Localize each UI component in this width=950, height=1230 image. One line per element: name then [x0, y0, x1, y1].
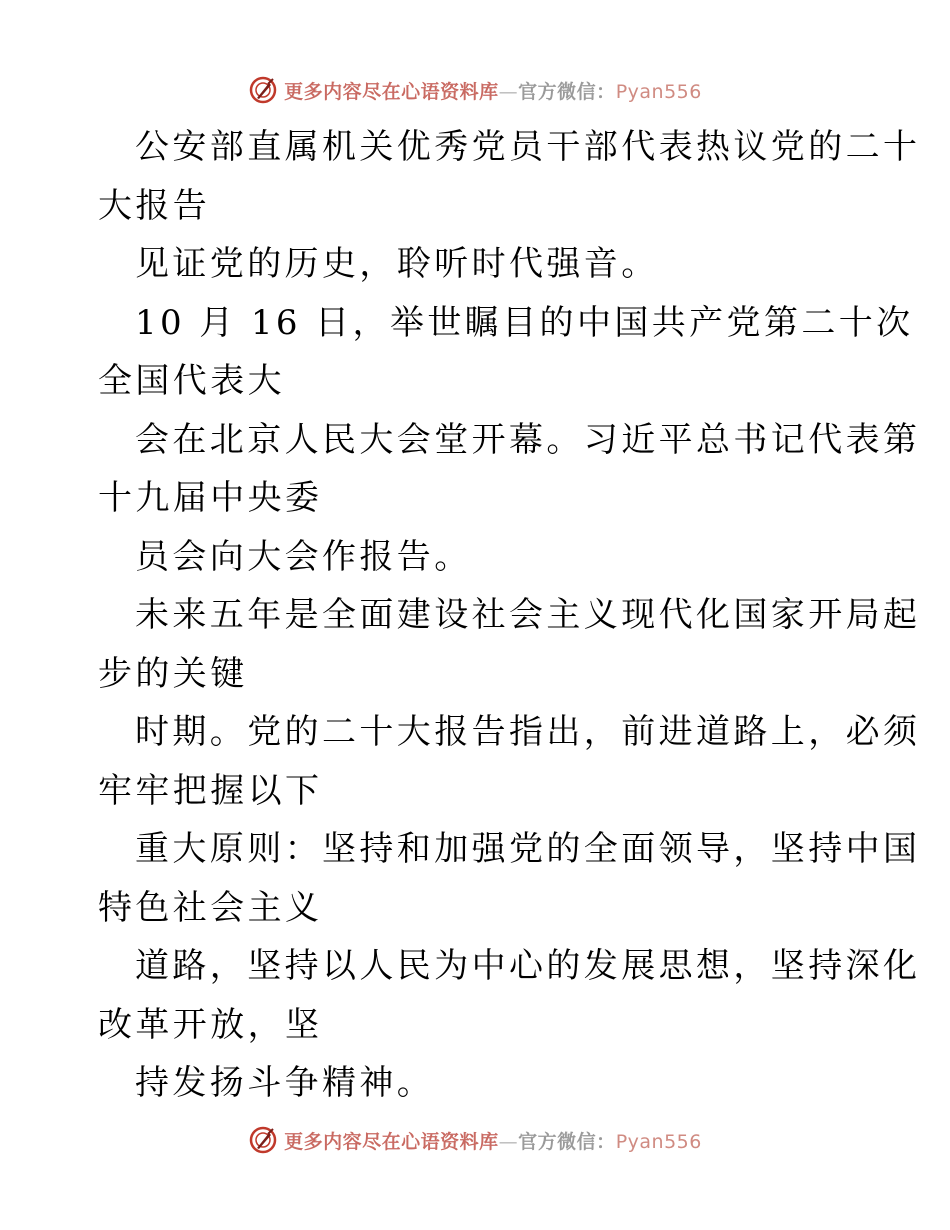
article-line: 员会向大会作报告。	[135, 536, 472, 577]
article-line: 改革开放，坚	[98, 1004, 323, 1045]
watermark-account: Pyan556	[615, 80, 702, 103]
article-line: 重大原则：坚持和加强党的全面领导，坚持中国	[135, 829, 921, 869]
article-line: 牢牢把握以下	[98, 770, 323, 811]
article-line: 时期。党的二十大报告指出，前进道路上，必须	[135, 712, 921, 752]
article-line: 十九届中央委	[98, 478, 323, 518]
watermark-account: Pyan556	[615, 1130, 702, 1153]
watermark-text	[284, 1127, 702, 1154]
watermark-text	[284, 77, 702, 104]
article-line: 持发扬斗争精神。	[135, 1063, 435, 1103]
article-line: 步的关键	[98, 653, 248, 694]
quill-pen-logo-icon	[248, 75, 278, 105]
article-line: 见证党的历史，聆听时代强音。	[135, 244, 659, 284]
article-line: 全国代表大	[98, 361, 285, 401]
watermark-wechat-label: 官方微信：	[518, 80, 616, 103]
quill-pen-logo-icon	[248, 1125, 278, 1155]
article-line: 大报告	[98, 185, 211, 226]
article-line: 会在北京人民大会堂开幕。习近平总书记代表第	[135, 419, 921, 460]
watermark-separator: —	[498, 80, 519, 103]
article-line: 未来五年是全面建设社会主义现代化国家开局起	[135, 595, 921, 635]
watermark-footer	[0, 1122, 950, 1158]
watermark-brand: 更多内容尽在心语资料库	[284, 80, 499, 103]
article-body	[98, 118, 921, 1113]
watermark-brand: 更多内容尽在心语资料库	[284, 1130, 499, 1153]
watermark-separator: —	[498, 1130, 519, 1153]
article-line: 道路，坚持以人民为中心的发展思想，坚持深化	[135, 946, 921, 986]
watermark-header	[0, 72, 950, 108]
article-line: 特色社会主义	[98, 887, 323, 928]
watermark-wechat-label: 官方微信：	[518, 1130, 616, 1153]
article-line: 10 月 16 日，举世瞩目的中国共产党第二十次	[135, 302, 914, 343]
article-line: 公安部直属机关优秀党员干部代表热议党的二十	[135, 127, 921, 167]
